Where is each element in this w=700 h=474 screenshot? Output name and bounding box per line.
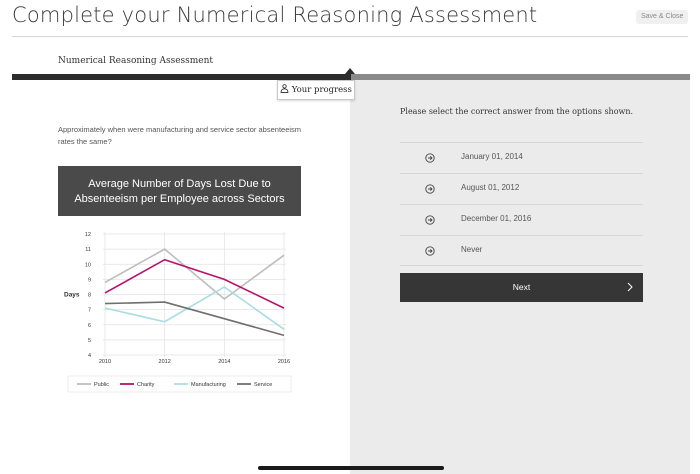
assessment-name: Numerical Reasoning Assessment: [58, 56, 214, 66]
radio-arrow-icon: [425, 153, 435, 163]
y-tick-label: 6: [87, 322, 91, 329]
y-tick-label: 8: [87, 292, 91, 299]
series-line-public: [105, 249, 284, 299]
progress-pointer: [345, 68, 355, 74]
x-tick-label: 2016: [277, 359, 291, 365]
legend-label: Service: [254, 382, 273, 388]
chart-legend: [68, 376, 291, 392]
chart-series: [105, 249, 284, 335]
title-divider: [12, 36, 688, 37]
line-chart: [58, 224, 301, 400]
radio-arrow-icon: [425, 184, 435, 194]
your-progress-label: Your progress: [291, 85, 352, 95]
legend-label: Charity: [137, 382, 155, 388]
legend-label: Manufacturing: [191, 382, 226, 388]
series-line-manufacturing: [105, 287, 284, 329]
home-indicator: [258, 466, 444, 470]
chevron-right-icon: [627, 282, 633, 292]
chart-grid: [103, 232, 286, 357]
chart-axes: [64, 232, 290, 365]
answer-option[interactable]: [400, 235, 643, 266]
person-icon: [280, 84, 289, 93]
chart-title: Average Number of Days Lost Due to Absenteeism per Employee across Sectors: [58, 166, 301, 216]
answer-option[interactable]: [400, 173, 643, 204]
y-axis-label: Days: [64, 291, 80, 299]
your-progress-button[interactable]: [277, 80, 355, 100]
legend-label: Public: [94, 382, 109, 388]
answer-option-label: December 01, 2016: [461, 214, 532, 223]
page-title: Complete your Numerical Reasoning Assessment: [12, 3, 538, 27]
y-tick-label: 7: [87, 307, 91, 314]
question-text: Approximately when were manufacturing and service sector absenteeism rates the same?: [58, 125, 302, 146]
y-tick-label: 9: [87, 277, 91, 284]
y-tick-label: 11: [85, 247, 91, 254]
y-tick-label: 4: [87, 353, 91, 359]
y-tick-label: 10: [84, 262, 91, 269]
answer-option-label: January 01, 2014: [461, 152, 523, 161]
x-tick-label: 2010: [98, 359, 112, 365]
next-button-label: Next: [512, 282, 531, 292]
y-tick-label: 12: [84, 232, 91, 238]
answer-instructions: Please select the correct answer from the options shown.: [400, 107, 634, 116]
y-tick-label: 5: [87, 337, 91, 344]
x-tick-label: 2014: [218, 359, 231, 365]
series-line-service: [105, 302, 284, 335]
answer-option-label: August 01, 2012: [461, 183, 520, 192]
save-close-button[interactable]: Save & Close: [636, 10, 688, 24]
answer-option[interactable]: [400, 142, 643, 173]
answer-option[interactable]: [400, 204, 643, 235]
next-button[interactable]: [400, 273, 643, 302]
radio-arrow-icon: [425, 246, 435, 256]
answer-options: [400, 142, 643, 266]
radio-arrow-icon: [425, 215, 435, 225]
answer-option-label: Never: [461, 245, 483, 254]
x-tick-label: 2012: [158, 359, 171, 365]
